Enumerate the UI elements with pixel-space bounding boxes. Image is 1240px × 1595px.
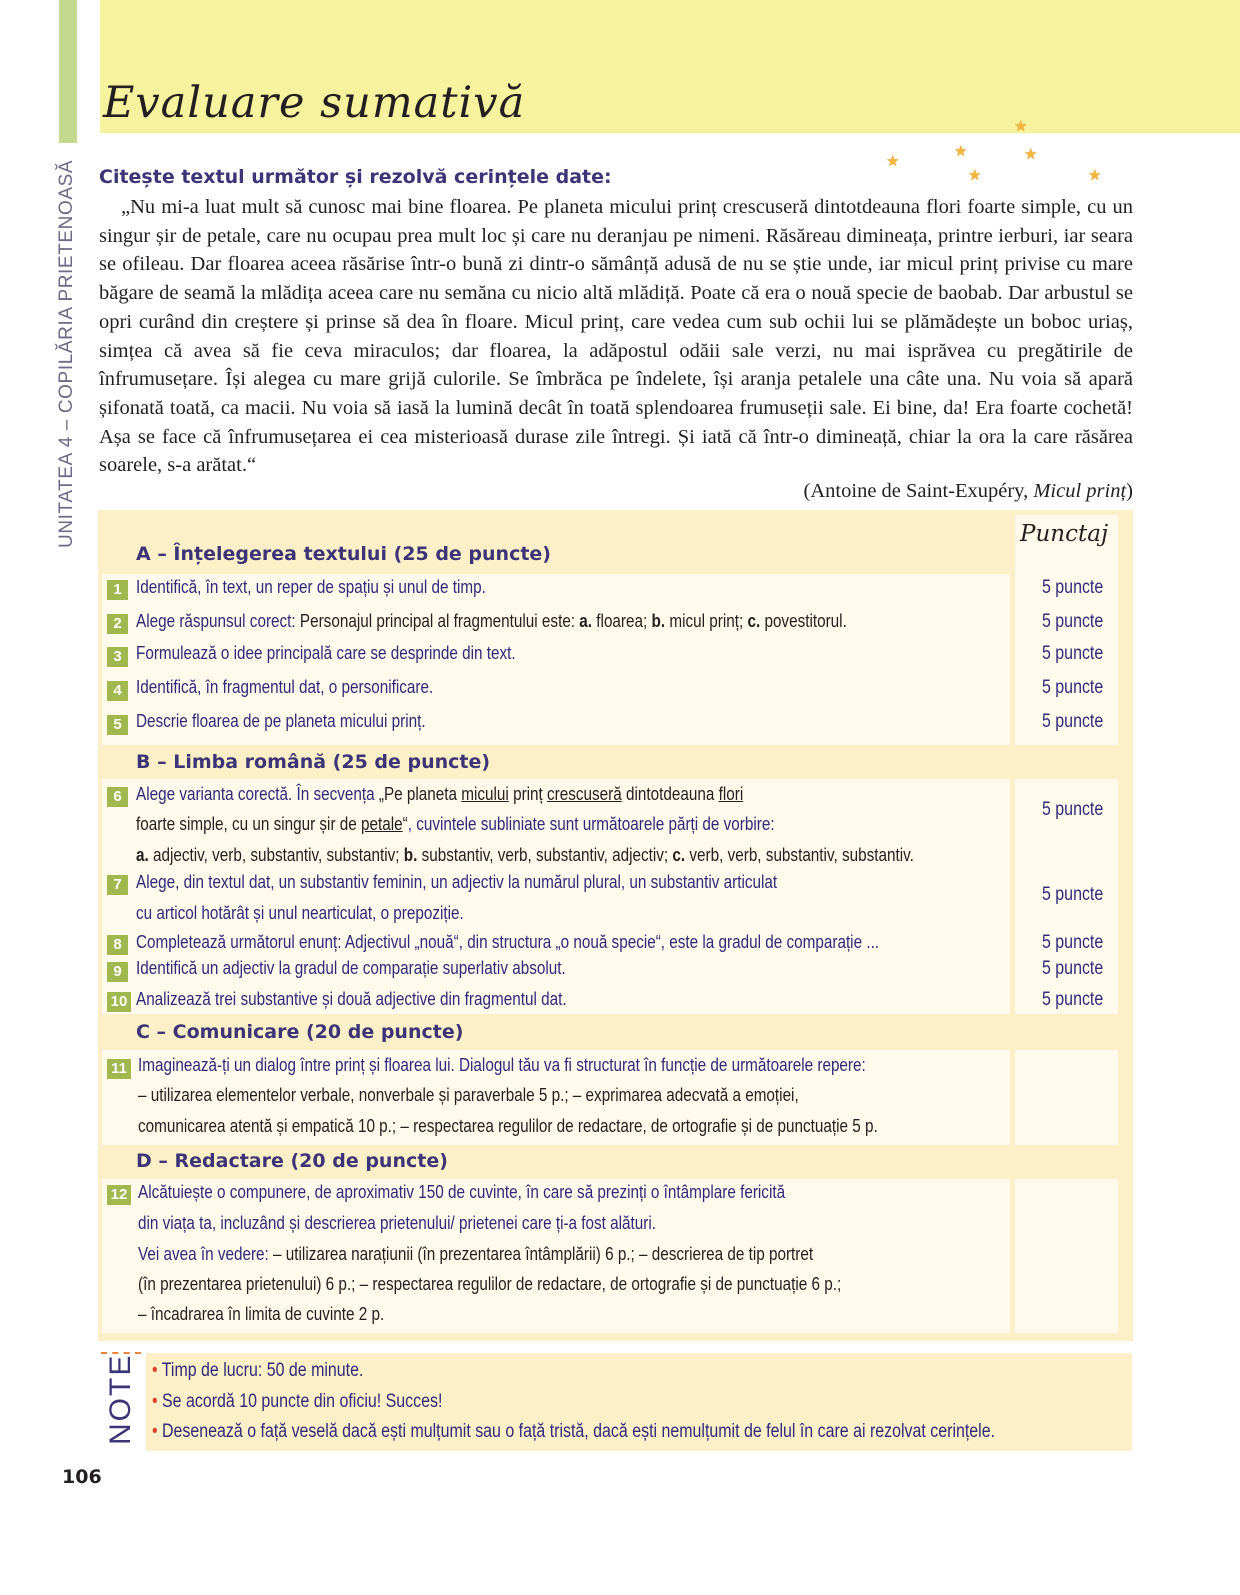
section-a-heading: A – Înțelegerea textului (25 de puncte) bbox=[136, 543, 551, 565]
question-text: Descrie floarea de pe planeta micului prinț. bbox=[136, 711, 426, 731]
question-number: 2 bbox=[107, 614, 128, 634]
question-text: Identifică un adjectiv la gradul de comparație superlativ absolut. bbox=[136, 958, 566, 978]
text-source: (Antoine de Saint-Exupéry, Micul prinț) bbox=[803, 480, 1133, 502]
instruction: Citește textul următor și rezolvă cerințele date: bbox=[99, 166, 612, 188]
question-text: (în prezentarea prietenului) 6 p.; – respectarea regulilor de redactare, de ortografie și de punctuație 6 p.; bbox=[138, 1274, 842, 1294]
question-number: 3 bbox=[107, 647, 128, 667]
side-accent-bar bbox=[59, 0, 77, 143]
section-c-heading: C – Comunicare (20 de puncte) bbox=[136, 1021, 464, 1043]
question-score: 5 puncte bbox=[1042, 989, 1104, 1010]
note-label: NOTE bbox=[104, 1353, 137, 1445]
question-text: Imaginează-ți un dialog între prinț și floarea lui. Dialogul tău va fi structurat în funcție de următoarele repere: bbox=[138, 1055, 866, 1075]
question-text: – încadrarea în limita de cuvinte 2 p. bbox=[138, 1304, 385, 1324]
question-score: 5 puncte bbox=[1042, 932, 1104, 953]
question-text: Alcătuiește o compunere, de aproximativ 150 de cuvinte, în care să prezinți o întâmplare fericită bbox=[138, 1182, 786, 1202]
question-text: cu articol hotărât și unul nearticulat, o prepoziție. bbox=[136, 903, 464, 923]
page-number: 106 bbox=[62, 1466, 102, 1488]
note-item: • Se acordă 10 puncte din oficiu! Succes! bbox=[152, 1391, 443, 1412]
question-score: 5 puncte bbox=[1042, 884, 1104, 905]
question-number: 5 bbox=[107, 715, 128, 735]
question-text: – utilizarea elementelor verbale, nonverbale și paraverbale 5 p.; – exprimarea adecvată a emoției, bbox=[138, 1085, 799, 1105]
note-item: • Timp de lucru: 50 de minute. bbox=[152, 1360, 364, 1381]
note-item: • Desenează o față veselă dacă ești mulțumit sau o față tristă, dacă ești nemulțumit de felul în care ai rezolvat cerințele. bbox=[152, 1421, 996, 1442]
question-number: 11 bbox=[107, 1059, 131, 1079]
question-number: 8 bbox=[107, 935, 128, 955]
star-icon: ★ bbox=[886, 153, 900, 170]
question-score: 5 puncte bbox=[1042, 611, 1104, 632]
question-number: 12 bbox=[107, 1185, 131, 1205]
score-header: Punctaj bbox=[1020, 521, 1109, 547]
question-number: 7 bbox=[107, 875, 128, 895]
question-text: Alege răspunsul corect: Personajul principal al fragmentului este: a. floarea; b. micul prinț; c. povestitorul. bbox=[136, 611, 847, 631]
question-score: 5 puncte bbox=[1042, 799, 1104, 820]
question-number: 1 bbox=[107, 580, 128, 600]
unit-label: UNITATEA 4 – COPILĂRIA PRIETENOASĂ bbox=[56, 159, 77, 548]
question-number: 10 bbox=[107, 992, 131, 1012]
section-b-heading: B – Limba română (25 de puncte) bbox=[136, 751, 491, 773]
reading-text: „Nu mi-a luat mult să cunosc mai bine floarea. Pe planeta micului prinț crescuseră dintotdeauna flori foarte simple, cu un singur șir de petale, care nu ocupau prea mult loc și care nu deranjau pe nimeni. Răsăreau dimineața, printre ierburi, iar seara se ofileau. Dar floarea aceea răsărise într-o bună zi dintr-o sămânță adusă de nu se știe unde, iar micul prinț privise cu mare băgare de seamă la mlădița aceea care nu semăna cu nicio altă mlădiță. Poate că era o nouă specie de baobab. Dar arbustul se opri curând din creștere și prinse să dea în floare. Micul prinț, care vedea cum sub ochii lui se plămădește un boboc uriaș, simțea că avea să fie ceva miraculos; dar floarea, la adăpostul odăii sale verzi, nu mai isprăvea cu pregătirile de înfrumusețare. Își alegea cu mare grijă culorile. Se îmbrăca pe îndelete, își aranja petalele una câte una. Nu voia să apară șifonată toată, ca macii. Nu voia să iasă la lumină decât în toată splendoarea frumuseții sale. Ei bine, da! Era foarte cochetă! Așa se face că înfrumusețarea ei cea misterioasă durase zile întregi. Și iată că într-o dimineață, chiar la ora la care răsărea soarele, s-a arătat.“ bbox=[99, 196, 1133, 477]
question-text: Alege varianta corectă. În secvența „Pe planeta micului prinț crescuseră dintotdeauna flori bbox=[136, 784, 744, 804]
question-number: 9 bbox=[107, 962, 128, 982]
question-score: 5 puncte bbox=[1042, 677, 1104, 698]
section-d-heading: D – Redactare (20 de puncte) bbox=[136, 1150, 448, 1172]
question-text: Vei avea în vedere: – utilizarea narațiunii (în prezentarea întâmplării) 6 p.; – descrierea de tip portret bbox=[138, 1244, 814, 1264]
score-column bbox=[1015, 1050, 1118, 1145]
question-text: comunicarea atentă și empatică 10 p.; – respectarea regulilor de redactare, de ortografie și de punctuație 5 p. bbox=[138, 1116, 878, 1136]
star-icon: ★ bbox=[1014, 118, 1028, 135]
star-icon: ★ bbox=[1088, 167, 1102, 184]
star-icon: ★ bbox=[954, 143, 968, 160]
star-icon: ★ bbox=[1024, 146, 1038, 163]
question-number: 6 bbox=[107, 787, 128, 807]
question-text: Identifică, în fragmentul dat, o personificare. bbox=[136, 677, 434, 697]
question-text: din viața ta, incluzând și descrierea prietenului/ prietenei care ți-a fost alături. bbox=[138, 1213, 657, 1233]
question-text: Formulează o idee principală care se desprinde din text. bbox=[136, 643, 516, 663]
question-score: 5 puncte bbox=[1042, 577, 1104, 598]
star-icon: ★ bbox=[968, 167, 982, 184]
page-title: Evaluare sumativă bbox=[103, 78, 526, 128]
question-score: 5 puncte bbox=[1042, 643, 1104, 664]
score-column bbox=[1015, 1179, 1118, 1333]
question-text: Analizează trei substantive și două adjective din fragmentul dat. bbox=[136, 989, 567, 1009]
question-text: Identifică, în text, un reper de spațiu și unul de timp. bbox=[136, 577, 486, 597]
question-score: 5 puncte bbox=[1042, 711, 1104, 732]
question-number: 4 bbox=[107, 681, 128, 701]
question-text: a. adjectiv, verb, substantiv, substantiv; b. substantiv, verb, substantiv, adjectiv; c. verb, verb, substantiv, substantiv. bbox=[136, 845, 914, 865]
question-text: foarte simple, cu un singur șir de petale“, cuvintele subliniate sunt următoarele părți de vorbire: bbox=[136, 814, 775, 834]
question-score: 5 puncte bbox=[1042, 958, 1104, 979]
question-text: Alege, din textul dat, un substantiv feminin, un adjectiv la numărul plural, un substantiv articulat bbox=[136, 872, 778, 892]
question-text: Completează următorul enunț: Adjectivul „nouă“, din structura „o nouă specie“, este la gradul de comparație ... bbox=[136, 932, 880, 952]
